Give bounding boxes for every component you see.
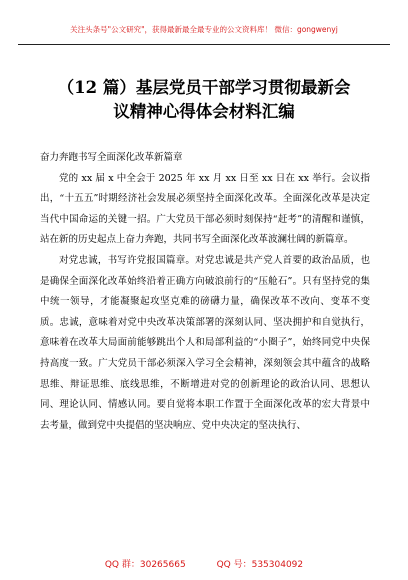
title-line-1: （12 篇）基层党员干部学习贯彻最新会 [57, 78, 351, 97]
document-body [40, 148, 370, 436]
footer-qq-number: QQ 号：535304092 [216, 560, 304, 570]
paragraph-2: 对党忠诚，书写许党报国篇章。对党忠诚是共产党人首要的政治品质，也是确保全面深化改革始终沿着正确方向破浪前行的“压舱石”。只有坚持党的集中统一领导，才能凝聚起攻坚克难的磅礴力量，确保改革不改向、变革不变质。忠诚，意味着对党中央改革决策部署的深刻认同、坚决拥护和自觉执行，意味着在改革大局面前能够跳出个人和局部利益的“小圈子”，始终同党中央保持高度一致。广大党员干部必须深入学习全会精神，深刻领会其中蕴含的战略思维、辩证思维、底线思维，不断增进对党的创新理论的政治认同、思想认同、理论认同、情感认同。要自觉将本职工作置于全面深化改革的宏大背景中去考量，做到党中央提倡的坚决响应、党中央决定的坚决执行、 [40, 254, 370, 431]
section-subheading: 奋力奔跑书写全面深化改革新篇章 [40, 152, 183, 163]
header-divider [18, 44, 390, 45]
paragraph-1: 党的 xx 届 x 中全会于 2025 年 xx 月 xx 日至 xx 日在 xx 举行。会议指出，“十五五”时期经济社会发展必须坚持全面深化改革。全面深化改革是决定当代中国命运的关键一招。广大党员干部必须时刻保持“赶考”的清醒和谨慎，站在新的历史起点上奋力奔跑，共同书写全面深化改革波澜壮阔的新篇章。 [40, 172, 370, 246]
title-line-2: 议精神心得体会材料汇编 [113, 102, 295, 121]
header-promo-text: 关注头条号"公文研究"，获得最新最全最专业的公文资料库！ 微信：gongwenyj [70, 25, 338, 34]
document-title [0, 76, 408, 124]
footer-contact [0, 557, 408, 570]
footer-qq-group: QQ 群：30265665 [104, 560, 186, 570]
